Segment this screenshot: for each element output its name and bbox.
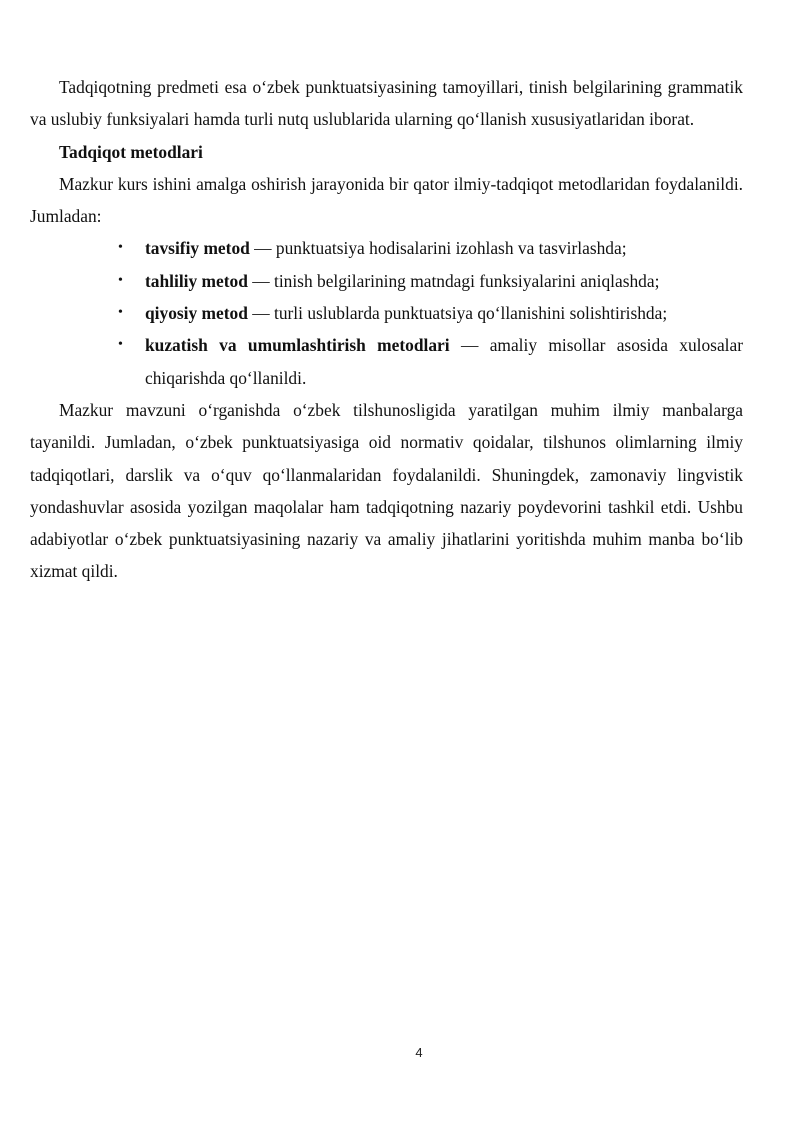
method-description: — turli uslublarda punktuatsiya qo‘llanishini solishtirishda; [247,303,668,324]
method-description: — amaliy misollar asosida xulosalar chiqarishda qo‘llanildi. [145,335,744,388]
method-description: — punktuatsiya hodisalarini izohlash va tasvirlashda; [249,238,627,259]
bullet-icon: • [118,272,123,288]
bullet-icon: • [118,240,123,256]
methods-intro-paragraph: Mazkur kurs ishini amalga oshirish jarayonida bir qator ilmiy-tadqiqot metodlaridan foydalanildi. Jumladan: [30,173,743,227]
bullet-icon: • [118,305,123,321]
page-number: 4 [415,1045,423,1060]
method-item-analytical [118,265,743,297]
method-name: tahliliy metod [145,270,248,291]
method-name: qiyosiy metod [145,303,248,324]
method-item-observation [118,329,744,394]
research-subject-paragraph: Tadqiqotning predmeti esa o‘zbek punktuatsiyasining tamoyillari, tinish belgilarining grammatik va uslubiy funksiyalari hamda turli nutq uslublarida ularning qo‘llanish xususiyatlaridan iborat. [30,77,743,130]
method-name: tavsifiy metod [145,238,250,259]
methods-list [30,232,743,393]
methods-heading: Tadqiqot metodlari [59,141,203,162]
method-name: kuzatish va umumlashtirish metodlari [145,335,450,356]
sources-paragraph: Mazkur mavzuni o‘rganishda o‘zbek tilshunosligida yaratilgan muhim ilmiy manbalarga tayanildi. Jumladan, o‘zbek punktuatsiyasiga oid normativ qoidalar, tilshunos olimlarning ilmiy tadqiqotlari, darslik va o‘quv qo‘llanmalaridan foydalanildi. Shuningdek, zamonaviy lingvistik yondashuvlar asosida yozilgan maqolalar ham tadqiqotning nazariy poydevorini tashkil etdi. Ushbu adabiyotlar o‘zbek punktuatsiyasining nazariy va amaliy jihatlarini yoritishda muhim manba bo‘lib xizmat qildi. [30,399,743,582]
document-page [30,71,743,588]
method-item-comparative [118,297,743,329]
method-description: — tinish belgilarining matndagi funksiyalarini aniqlashda; [247,270,660,291]
bullet-icon: • [118,337,123,353]
method-item-descriptive [118,232,743,264]
